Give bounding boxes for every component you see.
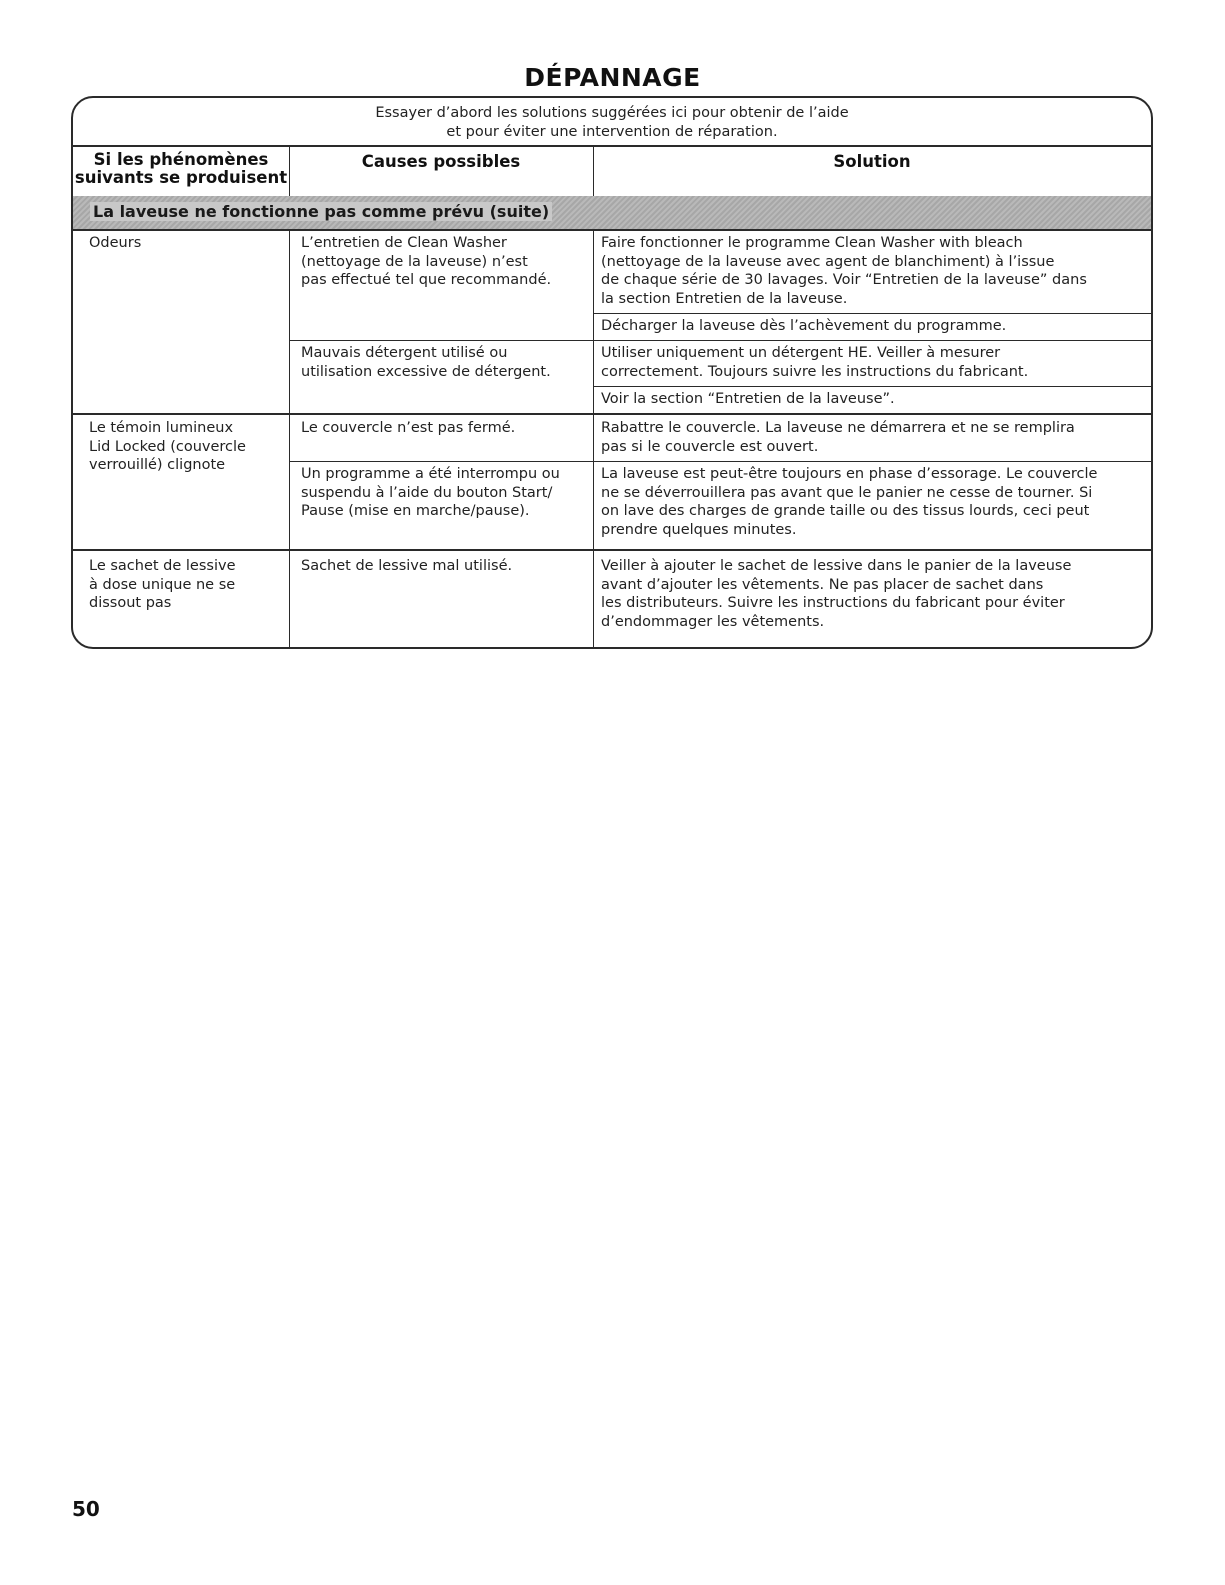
symptom-cell: Le témoin lumineux Lid Locked (couvercle verrouillé) clignote <box>89 420 246 473</box>
troubleshooting-table <box>73 145 1151 647</box>
cause-cell: Mauvais détergent utilisé ou utilisation excessive de détergent. <box>301 345 551 380</box>
solution-rule <box>593 386 1151 387</box>
cause-cell: Le couvercle n’est pas fermé. <box>301 420 516 436</box>
intro-line-1: Essayer d’abord les solutions suggérées ici pour obtenir de l’aide <box>375 105 849 121</box>
header-solution: Solution <box>833 152 911 171</box>
column-divider-1 <box>289 229 290 647</box>
header-top-rule <box>73 145 1151 147</box>
solution-cell: La laveuse est peut-être toujours en phase d’essorage. Le couvercle ne se déverrouillera pas avant que le panier ne cesse de tourner. Si on lave des charges de grande taille ou des tissus lourds, ceci peut prendre quelques minutes. <box>601 466 1098 538</box>
solution-cell: Voir la section “Entretien de la laveuse”. <box>601 391 895 407</box>
band-bottom-rule <box>73 229 1151 231</box>
row-rule <box>73 549 1151 551</box>
cause-rule <box>289 340 1151 341</box>
solution-cell: Utiliser uniquement un détergent HE. Veiller à mesurer correctement. Toujours suivre les instructions du fabricant. <box>601 345 1029 380</box>
solution-cell: Veiller à ajouter le sachet de lessive dans le panier de la laveuse avant d’ajouter les vêtements. Ne pas placer de sachet dans les distributeurs. Suivre les instructions du fabricant pour éviter d’endommager les vêtements. <box>601 558 1072 630</box>
header-causes: Causes possibles <box>361 152 521 171</box>
header-symptom: Si les phénomènes suivants se produisent <box>74 150 288 187</box>
page-title: DÉPANNAGE <box>524 63 701 92</box>
solution-cell: Décharger la laveuse dès l’achèvement du programme. <box>601 318 1007 334</box>
section-title: La laveuse ne fonctionne pas comme prévu (suite) <box>90 202 552 221</box>
symptom-cell: Odeurs <box>89 235 142 251</box>
intro-line-2: et pour éviter une intervention de réparation. <box>446 124 778 140</box>
section-band <box>73 196 1151 229</box>
page-number: 50 <box>72 1497 100 1521</box>
cause-cell: Un programme a été interrompu ou suspendu à l’aide du bouton Start/ Pause (mise en marche/pause). <box>301 466 560 519</box>
solution-rule <box>593 313 1151 314</box>
column-divider-2 <box>593 229 594 647</box>
intro-text <box>73 104 1151 142</box>
cause-cell: Sachet de lessive mal utilisé. <box>301 558 513 574</box>
cause-cell: L’entretien de Clean Washer (nettoyage de la laveuse) n’est pas effectué tel que recommandé. <box>301 235 552 288</box>
solution-cell: Rabattre le couvercle. La laveuse ne démarrera et ne se remplira pas si le couvercle est ouvert. <box>601 420 1075 455</box>
cause-rule <box>289 461 1151 462</box>
symptom-cell: Le sachet de lessive à dose unique ne se dissout pas <box>89 558 236 611</box>
row-rule <box>73 413 1151 415</box>
solution-cell: Faire fonctionner le programme Clean Washer with bleach (nettoyage de la laveuse avec agent de blanchiment) à l’issue de chaque série de 30 lavages. Voir “Entretien de la laveuse” dans la section Entretien de la laveuse. <box>601 235 1087 307</box>
